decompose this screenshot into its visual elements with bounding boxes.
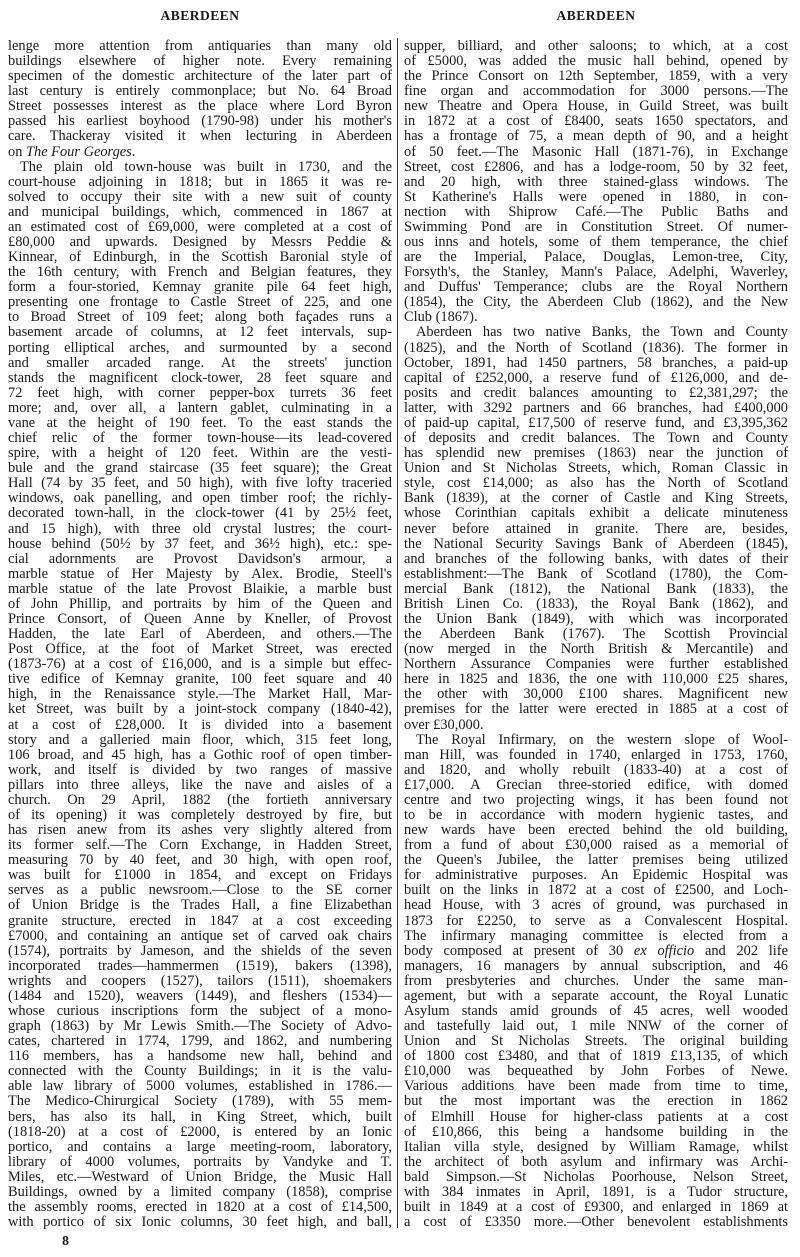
paragraph xyxy=(8,39,392,160)
text-line: presenting one frontage to Castle Street of 225, and one xyxy=(8,294,392,311)
text-line: never before attained in granite. There are, besides, xyxy=(404,520,788,537)
text-line: Post Office, at the foot of Market Street, was erected xyxy=(8,641,392,658)
text-line: able law library of 5000 volumes, established in 1786.— xyxy=(8,1078,392,1095)
text-line: October, 1891, had 1450 partners, 58 branches, a paid-up xyxy=(404,354,788,371)
text-line: cates, chartered in 1774, 1799, and 1862, and numbering xyxy=(8,1033,392,1050)
text-line: of its opening) it was completely destroyed by fire, but xyxy=(8,806,392,823)
text-line: and 15 high), with three old crystal lustres; the court- xyxy=(8,520,392,537)
text-line: story and a galleried main floor, which, 315 feet long, xyxy=(8,731,392,748)
running-header-right: ABERDEEN xyxy=(556,8,636,23)
text-line: a cost of £3350 more.—Other benevolent establishments xyxy=(404,1214,788,1231)
text-line: supper, billiard, and other saloons; to which, at a cost xyxy=(404,38,788,54)
text-line: to Broad Street of 109 feet; along both façades runs a xyxy=(8,309,392,326)
text-line: built in 1849 at a cost of £9300, and enlarged in 1869 at xyxy=(404,1199,788,1216)
text-line: vane at the height of 190 feet. To the east stands the xyxy=(8,414,392,431)
italic-text: The Four Georges xyxy=(26,143,132,160)
text-line: Bank (1839), at the corner of Castle and King Streets, xyxy=(404,490,788,507)
text-line: the assembly rooms, erected in 1820 at a cost of £14,500, xyxy=(8,1199,392,1216)
text-line: £17,000. A Grecian three-storied edifice, with domed xyxy=(404,776,788,793)
text-line: and branches of the following banks, with dates of their xyxy=(404,550,788,567)
text-line: agement, but with a separate account, the Royal Lunatic xyxy=(404,987,788,1004)
text-line: of 50 feet.—The Masonic Hall (1871-76), in Exchange xyxy=(404,143,788,160)
text-line: portico, and contains a large meeting-room, laboratory, xyxy=(8,1138,392,1155)
text-line: stands the magnificent clock-tower, 28 feet square and xyxy=(8,369,392,386)
text-line: solved to occupy their site with a new suit of county xyxy=(8,188,392,205)
paragraph xyxy=(404,39,788,325)
text-line: 1873 for £2250, to serve as a Convalescent Hospital. xyxy=(404,912,788,929)
text-line: Miles, etc.—Westward of Union Bridge, the Music Hall xyxy=(8,1168,392,1185)
text-column-left xyxy=(8,39,392,1230)
text-line: Prince Consort, of Queen Anne by Kneller, of Provost xyxy=(8,610,392,627)
text-line: specimen of the domestic architecture of the later part of xyxy=(8,68,392,85)
text-line: at a cost of £28,000. It is divided into a basement xyxy=(8,716,392,733)
text-line: of Union Bridge is the Trades Hall, a fine Elizabethan xyxy=(8,897,392,914)
text-line: (1818-20) at a cost of £2000, is entered by an Ionic xyxy=(8,1123,392,1140)
text-line: Buildings, owned by a limited company (1858), comprise xyxy=(8,1183,392,1200)
text-line: 116 members, has a handsome new hall, behind and xyxy=(8,1048,392,1065)
text-line: (1825), and the North of Scotland (1836). The former in xyxy=(404,339,788,356)
text-line: an estimated cost of £69,000, were completed at a cost of xyxy=(8,218,392,235)
text-line: St Katherine's Halls were opened in 1880, in con- xyxy=(404,188,788,205)
paragraph xyxy=(404,325,788,732)
text-line: work, and itself is divided by two ranges of massive xyxy=(8,761,392,778)
text-line: (1574), portraits by Jameson, and the shields of the seven xyxy=(8,942,392,959)
column-divider xyxy=(397,38,398,1228)
text-line: porting elliptical arches, and surmounted by a second xyxy=(8,339,392,356)
text-line: passed his earliest boyhood (1790-98) under his mother's xyxy=(8,113,392,130)
text-line: and 1820, and wholly rebuilt (1833-40) at a cost of xyxy=(404,761,788,778)
text-line xyxy=(8,145,392,160)
text-line: the Queen's Jubilee, the latter premises being utilized xyxy=(404,852,788,869)
text-line: £10,000 was bequeathed by John Forbes of Newe. xyxy=(404,1063,788,1080)
text-line: court-house adjoining in 1818; but in 1865 it was re- xyxy=(8,173,392,190)
text-line: Forsyth's, the Stanley, Mann's Palace, Adelphi, Waverley, xyxy=(404,264,788,281)
text-line: here in 1825 and 1836, the one with 110,000 £25 shares, xyxy=(404,671,788,688)
text-line: of £10,866, this being a handsome building in the xyxy=(404,1123,788,1140)
text-line: with portico of six Ionic columns, 30 feet high, and ball, xyxy=(8,1214,392,1231)
text-line: new Theatre and Opera House, in Guild Street, was built xyxy=(404,98,788,115)
text-line: house behind (50½ by 37 feet, and 36½ high), etc.: spe- xyxy=(8,535,392,552)
text-line: the 16th century, with French and Belgian features, they xyxy=(8,264,392,281)
text-line: but the most important was the erection in 1862 xyxy=(404,1093,788,1110)
text-line: decorated town-hall, in the clock-tower (41 by 25½ feet, xyxy=(8,505,392,522)
text-line: pillars into three alleys, like the nave and aisles of a xyxy=(8,776,392,793)
text-line: more; and, over all, a lantern gablet, culminating in a xyxy=(8,399,392,416)
text-line: Street, cost £2806, and has a lodge-room, 50 by 32 feet, xyxy=(404,158,788,175)
text-line: connected with the County Buildings; in it is the valu- xyxy=(8,1063,392,1080)
text-line: Hall (74 by 35 feet, and 50 high), with five lofty traceried xyxy=(8,475,392,492)
text-segment: and 202 life xyxy=(694,942,788,959)
text-line: has a frontage of 75, a mean depth of 90, and a height xyxy=(404,128,788,145)
text-line: Northern Assurance Companies were further established xyxy=(404,656,788,673)
text-line: from a fund of about £30,000 raised as a memorial of xyxy=(404,837,788,854)
text-line: lenge more attention from antiquaries than many old xyxy=(8,38,392,54)
italic-text: ex officio xyxy=(633,942,695,959)
text-line: library of 4000 volumes, portraits by Vandyke and T. xyxy=(8,1153,392,1170)
text-line: of Elmhill House for higher-class patients at a cost xyxy=(404,1108,788,1125)
text-line: new wards have been erected behind the old building, xyxy=(404,822,788,839)
paragraph xyxy=(8,160,392,1231)
text-line: The Royal Infirmary, on the western slope of Wool- xyxy=(416,731,788,748)
text-line: capital of £252,000, a reserve fund of £126,000, and de- xyxy=(404,369,788,386)
text-line: The infirmary managing committee is elected from a xyxy=(404,927,788,944)
text-segment: . xyxy=(131,143,136,160)
text-line: has splendid new premises (1863) near the junction of xyxy=(404,445,788,462)
text-line: high, in the Renaissance style.—The Market Hall, Mar- xyxy=(8,686,392,703)
text-line: and smaller arcaded range. At the streets' junction xyxy=(8,354,392,371)
text-line: (1484 and 1520), weavers (1449), and fleshers (1534)— xyxy=(8,987,392,1004)
text-line: fine organ and accommodation for 3000 persons.—The xyxy=(404,83,788,100)
text-line: establishment:—The Bank of Scotland (1780), the Com- xyxy=(404,565,788,582)
text-line: centre and two projecting wings, it has been found not xyxy=(404,791,788,808)
text-line: Union and St Nicholas Streets, which, Roman Classic in xyxy=(404,460,788,477)
text-line: nection with Shiprow Café.—The Public Baths and xyxy=(404,203,788,220)
text-line: the Aberdeen Bank (1767). The Scottish Provincial xyxy=(404,626,788,643)
text-line: premises for the latter were erected in 1885 at a cost of xyxy=(404,701,788,718)
text-line: and Duffus' Temperance; clubs are the Royal Northern xyxy=(404,279,788,296)
text-line: (now merged in the North British & Mercantile) and xyxy=(404,641,788,658)
text-line: its former self.—The Corn Exchange, in Hadden Street, xyxy=(8,837,392,854)
text-line: form a four-storied, Kemnay granite pile 64 feet high, xyxy=(8,279,392,296)
text-line: Kinnear, of Edinburgh, in the Scottish Baronial style of xyxy=(8,249,392,266)
text-line: Union and St Nicholas Streets. The original building xyxy=(404,1033,788,1050)
text-line: bald Simpson.—St Nicholas Poorhouse, Nelson Street, xyxy=(404,1168,788,1185)
text-line: of deposits and credit balances. The Town and County xyxy=(404,430,788,447)
text-line: £80,000 and upwards. Designed by Messrs Peddie & xyxy=(8,234,392,251)
text-line: of 1800 cost £3480, and that of 1819 £13,135, of which xyxy=(404,1048,788,1065)
text-line: bule and the grand staircase (35 feet square); the Great xyxy=(8,460,392,477)
text-line: The Medico-Chirurgical Society (1789), with 55 mem- xyxy=(8,1093,392,1110)
text-column-right xyxy=(404,39,788,1230)
text-line: last century is entirely commonplace; but No. 64 Broad xyxy=(8,83,392,100)
text-line: latter, with 3292 partners and 66 branches, had £400,000 xyxy=(404,399,788,416)
text-line: the Union Bank (1849), with which was incorporated xyxy=(404,610,788,627)
text-line: serves as a public newsroom.—Close to the SE corner xyxy=(8,882,392,899)
text-segment: body composed at present of 30 xyxy=(404,942,634,959)
text-line: bers, has also its hall, in King Street, which, built xyxy=(8,1108,392,1125)
text-line: British Linen Co. (1833), the Royal Bank (1862), and xyxy=(404,595,788,612)
text-line: Swimming Pond are in Constitution Street. Of numer- xyxy=(404,218,788,235)
text-line: tive edifice of Kemnay granite, 100 feet square and 40 xyxy=(8,671,392,688)
text-line: the architect of both asylum and infirmary was Archi- xyxy=(404,1153,788,1170)
paragraph xyxy=(404,733,788,1231)
text-line: incorporated trades—hammermen (1519), bakers (1398), xyxy=(8,957,392,974)
text-line: buildings elsewhere of higher note. Every remaining xyxy=(8,53,392,70)
text-line: church. On 29 April, 1882 (the fortieth anniversary xyxy=(8,791,392,808)
text-line: wrights and coopers (1527), tailors (1511), shoemakers xyxy=(8,972,392,989)
text-line: with 384 inmates in April, 1891, is a Tudor structure, xyxy=(404,1183,788,1200)
text-line: from presbyteries and churches. Under the same man- xyxy=(404,972,788,989)
text-line: Street possesses interest as the place where Lord Byron xyxy=(8,98,392,115)
text-line: was built for £1000 in 1854, and except on Fridays xyxy=(8,867,392,884)
text-line: has risen anew from its ashes very slightly altered from xyxy=(8,822,392,839)
text-line: over £30,000. xyxy=(404,716,484,733)
text-line: built on the links in 1872 at a cost of £2500, and Loch- xyxy=(404,882,788,899)
text-line: for administrative purposes. An Epidemic Hospital was xyxy=(404,867,788,884)
text-line: (1873-76) at a cost of £16,000, and is a simple but effec- xyxy=(8,656,392,673)
text-line: to be in accordance with modern hygienic tastes, and xyxy=(404,806,788,823)
text-line: style, cost £14,000; as also has the North of Scotland xyxy=(404,475,788,492)
text-line: windows, oak panelling, and open timber roof; the richly- xyxy=(8,490,392,507)
text-line: of paid-up capital, £17,500 of reserve fund, and £3,395,362 xyxy=(404,414,788,431)
text-line: marble statue of the late Provost Blaikie, a marble bust xyxy=(8,580,392,597)
text-line: managers, 16 managers by annual subscription, and 46 xyxy=(404,957,788,974)
text-line: measuring 70 by 40 feet, and 30 high, with open roof, xyxy=(8,852,392,869)
text-line: of £5000, was added the music hall behind, opened by xyxy=(404,53,788,70)
text-line: ous inns and hotels, some of them temperance, the chief xyxy=(404,234,788,251)
text-line: chief relic of the former town-house—its lead-covered xyxy=(8,430,392,447)
text-line: Club (1867). xyxy=(404,309,478,326)
text-line: 72 feet high, with corner pepper-box turrets 36 feet xyxy=(8,384,392,401)
text-line xyxy=(404,944,788,959)
text-line: (1854), the City, the Aberdeen Club (1862), and the New xyxy=(404,294,788,311)
text-line: Asylum stands amid grounds of 45 acres, well wooded xyxy=(404,1003,788,1019)
text-line: Aberdeen has two native Banks, the Town and County xyxy=(416,324,788,341)
text-line: posits and credit balances amounting to £2,381,297; the xyxy=(404,384,788,401)
text-line: the National Security Savings Bank of Aberdeen (1845), xyxy=(404,535,788,552)
text-line: The plain old town-house was built in 1730, and the xyxy=(20,158,392,175)
text-line: Italian villa style, designed by William Ramage, whilst xyxy=(404,1138,788,1155)
text-line: mercial Bank (1812), the National Bank (1833), the xyxy=(404,580,788,597)
running-header-left: ABERDEEN xyxy=(160,8,240,23)
text-line: the other with 30,000 £100 shares. Magnificent new xyxy=(404,686,788,703)
text-line: man Hill, was founded in 1740, enlarged in 1753, 1760, xyxy=(404,746,788,763)
text-segment: on xyxy=(8,143,26,160)
text-line: and 20 high, with three stained-glass windows. The xyxy=(404,173,788,190)
text-line: graph (1863) by Mr Lewis Smith.—The Society of Advo- xyxy=(8,1018,392,1035)
text-line: and municipal buildings, which, commenced in 1867 at xyxy=(8,203,392,220)
text-line: cial adornments are Provost Davidson's armour, a xyxy=(8,550,392,567)
text-line: whose curious inscriptions form the subject of a mono- xyxy=(8,1003,392,1019)
text-line: £7000, and containing an antique set of carved oak chairs xyxy=(8,927,392,944)
text-line: of John Phillip, and portraits by him of the Queen and xyxy=(8,595,392,612)
page-number: 8 xyxy=(62,1234,69,1249)
text-line: granite structure, erected in 1847 at a cost exceeding xyxy=(8,912,392,929)
text-line: basement arcade of columns, at 12 feet intervals, sup- xyxy=(8,324,392,341)
text-line: head House, with 3 acres of ground, was purchased in xyxy=(404,897,788,914)
text-line: ket Street, was built by a joint-stock company (1840-42), xyxy=(8,701,392,718)
text-line: and tastefully laid out, 1 mile NNW of the corner of xyxy=(404,1018,788,1035)
text-line: Various additions have been made from time to time, xyxy=(404,1078,788,1095)
text-line: Hadden, the late Earl of Aberdeen, and others.—The xyxy=(8,626,392,643)
text-line: the Prince Consort on 12th September, 1859, with a very xyxy=(404,68,788,85)
text-line: spire, with a height of 120 feet. Within are the vesti- xyxy=(8,445,392,462)
text-line: 106 broad, and 45 high, has a Gothic roof of open timber- xyxy=(8,746,392,763)
text-line: whose Corinthian capitals exhibit a delicate minuteness xyxy=(404,505,788,522)
text-line: marble statue of Her Majesty by Alex. Brodie, Steell's xyxy=(8,565,392,582)
text-line: care. Thackeray visited it when lecturing in Aberdeen xyxy=(8,128,392,145)
text-line: in 1872 at a cost of £8400, seats 1650 spectators, and xyxy=(404,113,788,130)
text-line: are the Imperial, Palace, Douglas, Lemon-tree, City, xyxy=(404,249,788,266)
